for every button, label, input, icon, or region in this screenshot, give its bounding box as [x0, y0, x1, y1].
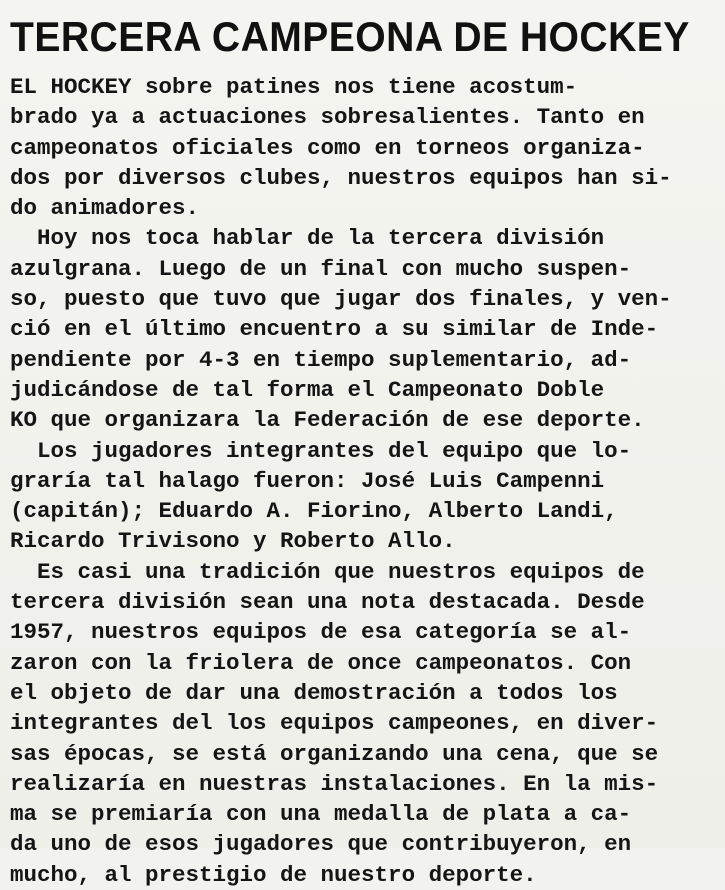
text-line: Los jugadores integrantes del equipo que lo-	[10, 437, 632, 464]
text-line: 1957, nuestros equipos de esa categoría se al-	[10, 619, 632, 646]
text-line: da uno de esos jugadores que contribuyeron, en	[10, 831, 632, 858]
text-line: azulgrana. Luego de un final con mucho suspen-	[10, 255, 632, 282]
text-line: graría tal halago fueron: José Luis Campenni	[10, 467, 605, 494]
text-line: campeonatos oficiales como en torneos organiza-	[10, 134, 645, 161]
text-line: brado ya a actuaciones sobresalientes. Tanto en	[10, 104, 645, 131]
text-line: EL HOCKEY sobre patines nos tiene acostum-	[10, 74, 578, 100]
text-line: ció en el último encuentro a su similar de Inde-	[10, 316, 659, 343]
text-line: Es casi una tradición que nuestros equipos de	[10, 558, 645, 585]
text-line: mucho, al prestigio de nuestro deporte.	[10, 861, 537, 888]
text-line: el objeto de dar una demostración a todos los	[10, 679, 618, 706]
text-line: (capitán); Eduardo A. Fiorino, Alberto Landi,	[10, 498, 618, 525]
article-paragraph	[10, 436, 717, 557]
headline: TERCERA CAMPEONA DE HOCKEY	[10, 13, 690, 60]
article-paragraph	[10, 223, 717, 435]
text-line: sas épocas, se está organizando una cena, que se	[10, 740, 659, 767]
text-line: Hoy nos toca hablar de la tercera división	[10, 225, 605, 252]
text-line: integrantes del los equipos campeones, en diver-	[10, 710, 659, 737]
text-line: realizaría en nuestras instalaciones. En la mis-	[10, 770, 659, 797]
text-line: ma se premiaría con una medalla de plata a ca-	[10, 801, 632, 828]
text-line: KO que organizara la Federación de ese deporte.	[10, 407, 645, 434]
text-line: tercera división sean una nota destacada. Desde	[10, 589, 645, 616]
text-line: pendiente por 4-3 en tiempo suplementario, ad-	[10, 346, 632, 373]
article-paragraph	[10, 72, 717, 223]
text-line: zaron con la friolera de once campeonatos. Con	[10, 649, 632, 676]
text-line: dos por diversos clubes, nuestros equipos han si-	[10, 164, 672, 191]
article-body	[10, 72, 717, 890]
text-line: do animadores.	[10, 195, 200, 222]
text-line: Ricardo Trivisono y Roberto Allo.	[10, 528, 456, 555]
text-line: so, puesto que tuvo que jugar dos finales, y ven-	[10, 286, 672, 313]
text-line: judicándose de tal forma el Campeonato Doble	[10, 376, 605, 403]
article-paragraph	[10, 557, 717, 890]
